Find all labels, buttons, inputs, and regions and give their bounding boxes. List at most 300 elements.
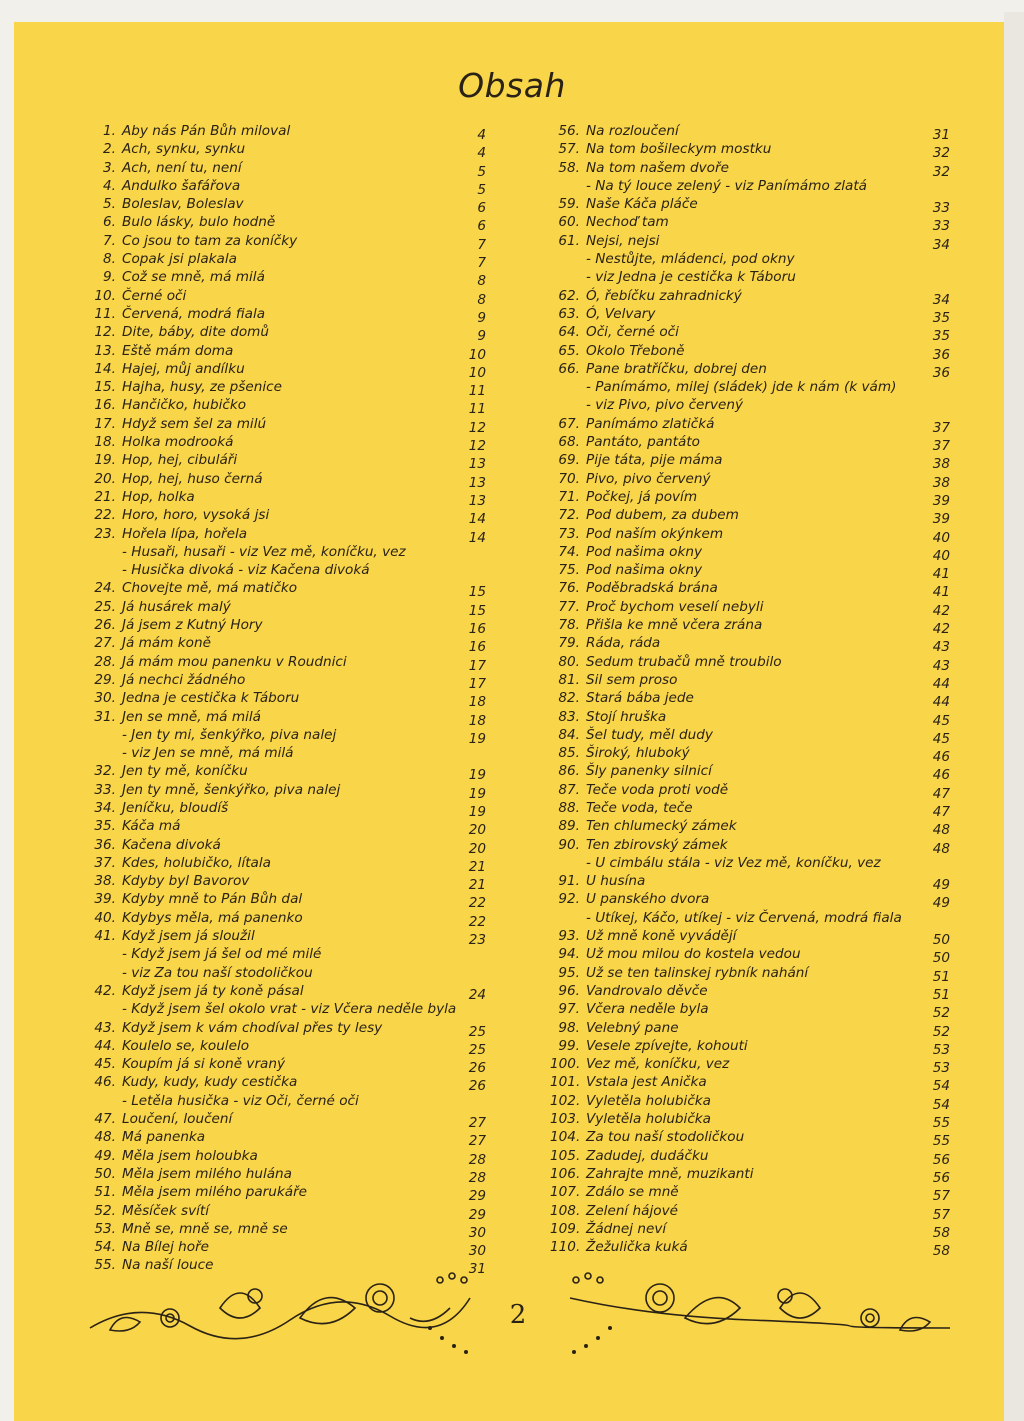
toc-entry: [86, 159, 496, 180]
toc-entry: [550, 213, 960, 235]
entry-number: 30.: [94, 690, 116, 707]
entry-number: 92.: [558, 891, 580, 908]
entry-page-number: 42: [932, 602, 950, 619]
entry-title: - U cimbálu stála - viz Vez mě, koníčku, vez: [586, 854, 881, 871]
toc-entry: [550, 872, 960, 894]
entry-number: 25.: [94, 598, 116, 615]
entry-number: 53.: [94, 1220, 116, 1237]
entry-title: - viz Za tou naší stodoličkou: [122, 964, 313, 981]
toc-subentry: [86, 945, 496, 963]
entry-title: Široký, hluboký: [586, 745, 690, 762]
toc-entry: [86, 671, 496, 692]
entry-number: 19.: [94, 452, 116, 469]
entry-title: - Letěla husička - viz Oči, černé oči: [122, 1092, 359, 1109]
toc-entry: [86, 122, 496, 143]
entry-number: 43.: [94, 1019, 116, 1036]
entry-number: 102.: [550, 1092, 581, 1109]
entry-title: Zahrajte mně, muzikanti: [586, 1165, 754, 1182]
entry-title: Loučení, loučení: [122, 1111, 233, 1128]
entry-page-number: 6: [477, 218, 486, 235]
entry-page-number: 37: [932, 419, 950, 436]
toc-entry: [86, 616, 496, 638]
entry-number: 15.: [94, 379, 116, 396]
entry-title: Šel tudy, měl dudy: [586, 726, 713, 743]
toc-entry: [550, 762, 960, 784]
entry-page-number: 29: [468, 1188, 486, 1205]
toc-entry: [550, 890, 960, 912]
entry-page-number: 10: [468, 364, 486, 381]
toc-entry: [550, 945, 960, 967]
toc-column-right: [550, 122, 960, 1260]
toc-entry: [86, 1220, 496, 1241]
entry-title: Vez mě, koníčku, vez: [586, 1056, 730, 1073]
entry-title: Stará bába jede: [586, 690, 694, 707]
entry-page-number: 48: [932, 840, 950, 857]
toc-subentry: [550, 177, 960, 195]
entry-page-number: 58: [932, 1243, 950, 1260]
entry-number: 103.: [550, 1111, 581, 1128]
toc-subentry: [550, 378, 960, 396]
toc-entry: [550, 525, 960, 546]
entry-number: 10.: [94, 287, 116, 304]
entry-page-number: 54: [932, 1078, 950, 1095]
entry-page-number: 11: [468, 383, 486, 400]
entry-number: 52.: [94, 1202, 116, 1219]
entry-page-number: 28: [468, 1169, 486, 1186]
entry-title: U panského dvora: [586, 891, 710, 908]
entry-number: 50.: [94, 1165, 116, 1182]
entry-page-number: 37: [932, 438, 950, 455]
entry-number: 11.: [94, 305, 116, 322]
entry-title: Měsíček svítí: [122, 1202, 209, 1219]
entry-number: 99.: [558, 1037, 580, 1054]
entry-title: Na tom bošileckym mostku: [586, 141, 772, 158]
toc-entry: [86, 634, 496, 656]
entry-title: Kdyby byl Bavorov: [122, 873, 250, 890]
entry-title: Na Bílej hoře: [122, 1239, 210, 1256]
entry-title: Včera neděle byla: [586, 1001, 709, 1018]
entry-number: 57.: [558, 141, 580, 158]
entry-page-number: 30: [468, 1243, 486, 1260]
entry-number: 95.: [558, 964, 580, 981]
toc-entry: [550, 799, 960, 820]
entry-number: 37.: [94, 854, 116, 871]
entry-title: Oči, černé oči: [586, 324, 679, 341]
entry-title: Ó, řebíčku zahradnický: [586, 287, 742, 304]
entry-number: 55.: [94, 1257, 116, 1274]
toc-entry: [86, 1238, 496, 1260]
toc-subentry: [86, 726, 496, 747]
entry-title: Hořela lípa, hořela: [122, 525, 248, 542]
toc-entry: [86, 250, 496, 272]
entry-title: Což se mně, má milá: [122, 269, 265, 286]
toc-subentry: [86, 744, 496, 762]
toc-entry: [550, 1128, 960, 1150]
toc-entry: [86, 360, 496, 381]
entry-number: 12.: [94, 324, 116, 341]
entry-title: Když jsem k vám chodíval přes ty lesy: [122, 1019, 383, 1036]
entry-number: 49.: [94, 1147, 116, 1164]
entry-number: 71.: [558, 488, 580, 505]
entry-page-number: 35: [932, 328, 950, 345]
toc-entry: [550, 561, 960, 583]
toc-subentry: [550, 268, 960, 286]
toc-entry: [550, 1202, 960, 1223]
entry-page-number: 49: [932, 895, 950, 912]
entry-title: Jen ty mě, koníčku: [122, 763, 248, 780]
toc-entry: [550, 451, 960, 473]
toc-entry: [550, 1220, 960, 1241]
entry-number: 96.: [558, 982, 580, 999]
entry-title: Už mně koně vyvádějí: [586, 928, 737, 945]
entry-page-number: 52: [932, 1023, 950, 1040]
entry-number: 21.: [94, 488, 116, 505]
entry-page-number: 16: [468, 621, 486, 638]
toc-entry: [550, 1092, 960, 1113]
toc-entry: [550, 415, 960, 436]
entry-page-number: 39: [932, 511, 950, 528]
entry-number: 80.: [558, 653, 580, 670]
toc-entry: [86, 287, 496, 308]
entry-page-number: 19: [468, 785, 486, 802]
entry-page-number: 47: [932, 803, 950, 820]
entry-title: - Když jsem já šel od mé milé: [122, 946, 322, 963]
entry-title: Za tou naší stodoličkou: [586, 1129, 745, 1146]
entry-number: 77.: [558, 598, 580, 615]
entry-title: Sedum trubačů mně troubilo: [586, 653, 782, 670]
entry-number: 33.: [94, 781, 116, 798]
toc-entry: [86, 213, 496, 235]
entry-number: 14.: [94, 360, 116, 377]
entry-title: Co jsou to tam za koníčky: [122, 232, 298, 249]
entry-number: 64.: [558, 324, 580, 341]
entry-page-number: 28: [468, 1151, 486, 1168]
entry-number: 86.: [558, 763, 580, 780]
entry-title: Stojí hruška: [586, 708, 667, 725]
toc-entry: [550, 488, 960, 509]
entry-number: 20.: [94, 470, 116, 487]
entry-number: 62.: [558, 287, 580, 304]
entry-title: Pane bratříčku, dobrej den: [586, 360, 767, 377]
toc-entry: [550, 1110, 960, 1132]
entry-title: Šly panenky silnicí: [586, 763, 712, 780]
entry-title: Vesele zpívejte, kohouti: [586, 1037, 748, 1054]
entry-title: Hajej, můj andílku: [122, 360, 245, 377]
entry-title: Zelení hájové: [586, 1202, 678, 1219]
entry-number: 32.: [94, 763, 116, 780]
entry-title: Horo, horo, vysoká jsi: [122, 507, 270, 524]
entry-page-number: 12: [468, 419, 486, 436]
entry-number: 5.: [103, 196, 116, 213]
entry-number: 63.: [558, 305, 580, 322]
entry-title: Hdyž sem šel za milú: [122, 415, 267, 432]
entry-title: Naše Káča pláče: [586, 196, 698, 213]
entry-title: Teče voda, teče: [586, 799, 693, 816]
entry-number: 72.: [558, 507, 580, 524]
entry-number: 26.: [94, 617, 116, 634]
toc-entry: [86, 799, 496, 820]
entry-title: Jeníčku, bloudíš: [122, 799, 229, 816]
entry-page-number: 35: [932, 309, 950, 326]
entry-number: 34.: [94, 799, 116, 816]
entry-title: Jen se mně, má milá: [122, 708, 261, 725]
entry-number: 38.: [94, 873, 116, 890]
entry-number: 93.: [558, 928, 580, 945]
entry-page-number: 40: [932, 529, 950, 546]
entry-page-number: 17: [468, 675, 486, 692]
entry-page-number: 38: [932, 456, 950, 473]
folk-ornament-right-icon: [560, 1268, 960, 1358]
entry-page-number: 18: [468, 694, 486, 711]
entry-number: 74.: [558, 543, 580, 560]
toc-entry: [550, 1238, 960, 1260]
entry-page-number: 38: [932, 474, 950, 491]
toc-entry: [86, 451, 496, 473]
entry-title: Pantáto, pantáto: [586, 434, 700, 451]
toc-entry: [550, 598, 960, 619]
toc-entry: [86, 488, 496, 509]
entry-page-number: 25: [468, 1041, 486, 1058]
entry-title: Chovejte mě, má matičko: [122, 580, 298, 597]
entry-number: 42.: [94, 982, 116, 999]
entry-page-number: 44: [932, 694, 950, 711]
entry-title: Počkej, já povím: [586, 488, 698, 505]
entry-title: Sil sem proso: [586, 671, 678, 688]
entry-number: 36.: [94, 836, 116, 853]
page-number: 2: [509, 1300, 527, 1330]
entry-page-number: 18: [468, 712, 486, 729]
entry-title: - viz Pivo, pivo červený: [586, 397, 744, 414]
entry-title: Černé oči: [122, 287, 187, 304]
toc-entry: [86, 854, 496, 875]
entry-number: 41.: [94, 928, 116, 945]
entry-title: Vyletěla holubička: [586, 1092, 712, 1109]
entry-title: Hop, hej, huso černá: [122, 470, 263, 487]
entry-number: 23.: [94, 525, 116, 542]
entry-title: Pivo, pivo červený: [586, 470, 711, 487]
entry-title: Hop, holka: [122, 488, 195, 505]
toc-entry: [86, 342, 496, 363]
entry-page-number: 23: [468, 932, 486, 949]
entry-title: Copak jsi plakala: [122, 251, 237, 268]
entry-number: 91.: [558, 873, 580, 890]
entry-title: Boleslav, Boleslav: [122, 196, 244, 213]
entry-page-number: 22: [468, 913, 486, 930]
entry-title: Zadudej, dudáčku: [586, 1147, 709, 1164]
entry-title: Ó, Velvary: [586, 305, 656, 322]
entry-page-number: 33: [932, 200, 950, 217]
toc-entry: [550, 140, 960, 162]
entry-page-number: 53: [932, 1041, 950, 1058]
toc-entry: [550, 671, 960, 692]
entry-title: Já jsem z Kutný Hory: [122, 617, 263, 634]
entry-number: 70.: [558, 470, 580, 487]
toc-entry: [550, 927, 960, 949]
toc-entry: [86, 982, 496, 1003]
entry-page-number: 19: [468, 767, 486, 784]
entry-page-number: 25: [468, 1023, 486, 1040]
entry-page-number: 55: [932, 1133, 950, 1150]
toc-entry: [86, 653, 496, 674]
entry-page-number: 5: [477, 163, 486, 180]
entry-page-number: 45: [932, 712, 950, 729]
entry-page-number: 55: [932, 1115, 950, 1132]
entry-number: 59.: [558, 196, 580, 213]
toc-entry: [86, 433, 496, 455]
entry-title: Pod naším okýnkem: [586, 525, 724, 542]
entry-title: - Na tý louce zelený - viz Panímámo zlatá: [586, 177, 868, 194]
entry-page-number: 26: [468, 1078, 486, 1095]
entry-number: 65.: [558, 342, 580, 359]
entry-title: Vandrovalo děvče: [586, 982, 708, 999]
entry-page-number: 10: [468, 346, 486, 363]
entry-number: 67.: [558, 415, 580, 432]
toc-subentry: [86, 543, 496, 561]
toc-entry: [550, 470, 960, 491]
toc-entry: [86, 396, 496, 418]
entry-page-number: 45: [932, 730, 950, 747]
entry-number: 78.: [558, 617, 580, 634]
entry-page-number: 15: [468, 584, 486, 601]
toc-subentry: [550, 909, 960, 927]
toc-entry: [550, 1073, 960, 1095]
toc-entry: [550, 506, 960, 528]
entry-number: 107.: [550, 1184, 581, 1201]
entry-page-number: 50: [932, 950, 950, 967]
entry-page-number: 11: [468, 401, 486, 418]
toc-entry: [550, 579, 960, 601]
entry-page-number: 42: [932, 621, 950, 638]
toc-entry: [550, 543, 960, 564]
entry-number: 6.: [103, 214, 116, 231]
entry-page-number: 43: [932, 657, 950, 674]
toc-entry: [86, 890, 496, 912]
page-edge: [1004, 12, 1024, 1421]
entry-page-number: 20: [468, 840, 486, 857]
entry-title: Panímámo zlatičká: [586, 415, 715, 432]
entry-title: Koupím já si koně vraný: [122, 1056, 286, 1073]
toc-entry: [550, 1183, 960, 1205]
entry-page-number: 21: [468, 858, 486, 875]
entry-title: Já mám koně: [122, 635, 211, 652]
entry-page-number: 47: [932, 785, 950, 802]
toc-entry: [86, 598, 496, 619]
entry-title: Jedna je cestička k Táboru: [122, 690, 300, 707]
toc-entry: [550, 1019, 960, 1040]
entry-number: 83.: [558, 708, 580, 725]
entry-title: Pod našima okny: [586, 562, 703, 579]
entry-page-number: 58: [932, 1224, 950, 1241]
entry-page-number: 29: [468, 1206, 486, 1223]
entry-page-number: 40: [932, 547, 950, 564]
toc-subentry: [86, 1092, 496, 1110]
entry-page-number: 26: [468, 1060, 486, 1077]
entry-number: 94.: [558, 946, 580, 963]
entry-title: Pije táta, pije máma: [586, 452, 723, 469]
entry-title: Nejsi, nejsi: [586, 232, 660, 249]
entry-title: - Panímámo, milej (sládek) jde k nám (k vám): [586, 379, 897, 396]
entry-title: Bulo lásky, bulo hodně: [122, 214, 276, 231]
toc-subentry: [86, 1000, 496, 1018]
entry-number: 105.: [550, 1147, 581, 1164]
entry-number: 47.: [94, 1111, 116, 1128]
entry-title: Přišla ke mně včera zrána: [586, 617, 763, 634]
entry-title: - Když jsem šel okolo vrat - viz Včera neděle byla: [122, 1001, 457, 1018]
entry-title: Poděbradská brána: [586, 580, 718, 597]
entry-number: 110.: [550, 1239, 581, 1256]
entry-page-number: 8: [477, 291, 486, 308]
entry-number: 35.: [94, 818, 116, 835]
entry-number: 87.: [558, 781, 580, 798]
entry-title: Zdálo se mně: [586, 1184, 679, 1201]
toc-entry: [86, 305, 496, 326]
toc-entry: [550, 781, 960, 802]
toc-subentry: [86, 964, 496, 982]
entry-number: 46.: [94, 1074, 116, 1091]
entry-title: Jen ty mně, šenkýřko, piva nalej: [122, 781, 341, 798]
entry-number: 109.: [550, 1220, 581, 1237]
entry-title: Ten zbirovský zámek: [586, 836, 728, 853]
entry-number: 81.: [558, 671, 580, 688]
entry-page-number: 8: [477, 273, 486, 290]
entry-title: Koulelo se, koulelo: [122, 1037, 250, 1054]
entry-number: 108.: [550, 1202, 581, 1219]
entry-number: 54.: [94, 1239, 116, 1256]
toc-entry: [86, 872, 496, 894]
toc-entry: [86, 177, 496, 198]
entry-number: 24.: [94, 580, 116, 597]
entry-page-number: 49: [932, 877, 950, 894]
toc-entry: [86, 1019, 496, 1040]
entry-number: 7.: [103, 232, 116, 249]
toc-entry: [550, 1147, 960, 1168]
entry-number: 58.: [558, 159, 580, 176]
entry-title: Okolo Třeboně: [586, 342, 685, 359]
entry-title: U husína: [586, 873, 646, 890]
entry-number: 106.: [550, 1165, 581, 1182]
entry-page-number: 56: [932, 1151, 950, 1168]
entry-page-number: 39: [932, 492, 950, 509]
entry-page-number: 15: [468, 602, 486, 619]
entry-title: Andulko šafářova: [122, 177, 241, 194]
entry-title: Teče voda proti vodě: [586, 781, 729, 798]
toc-entry: [550, 342, 960, 363]
entry-number: 76.: [558, 580, 580, 597]
toc-entry: [86, 1073, 496, 1095]
entry-number: 39.: [94, 891, 116, 908]
entry-page-number: 9: [477, 309, 486, 326]
entry-title: Měla jsem holoubka: [122, 1147, 258, 1164]
toc-entry: [86, 195, 496, 217]
entry-page-number: 5: [477, 181, 486, 198]
entry-page-number: 48: [932, 822, 950, 839]
entry-title: Aby nás Pán Bůh miloval: [122, 123, 291, 139]
entry-number: 61.: [558, 232, 580, 249]
toc-entry: [86, 470, 496, 491]
entry-page-number: 24: [468, 986, 486, 1003]
entry-page-number: 30: [468, 1224, 486, 1241]
entry-title: - viz Jen se mně, má milá: [122, 745, 294, 762]
toc-entry: [550, 287, 960, 308]
entry-page-number: 52: [932, 1005, 950, 1022]
entry-number: 16.: [94, 397, 116, 414]
toc-entry: [550, 634, 960, 656]
entry-title: Kdybys měla, má panenko: [122, 909, 303, 926]
toc-entry: [550, 360, 960, 381]
entry-title: Káča má: [122, 818, 181, 835]
toc-subentry: [86, 561, 496, 579]
entry-page-number: 32: [932, 145, 950, 162]
